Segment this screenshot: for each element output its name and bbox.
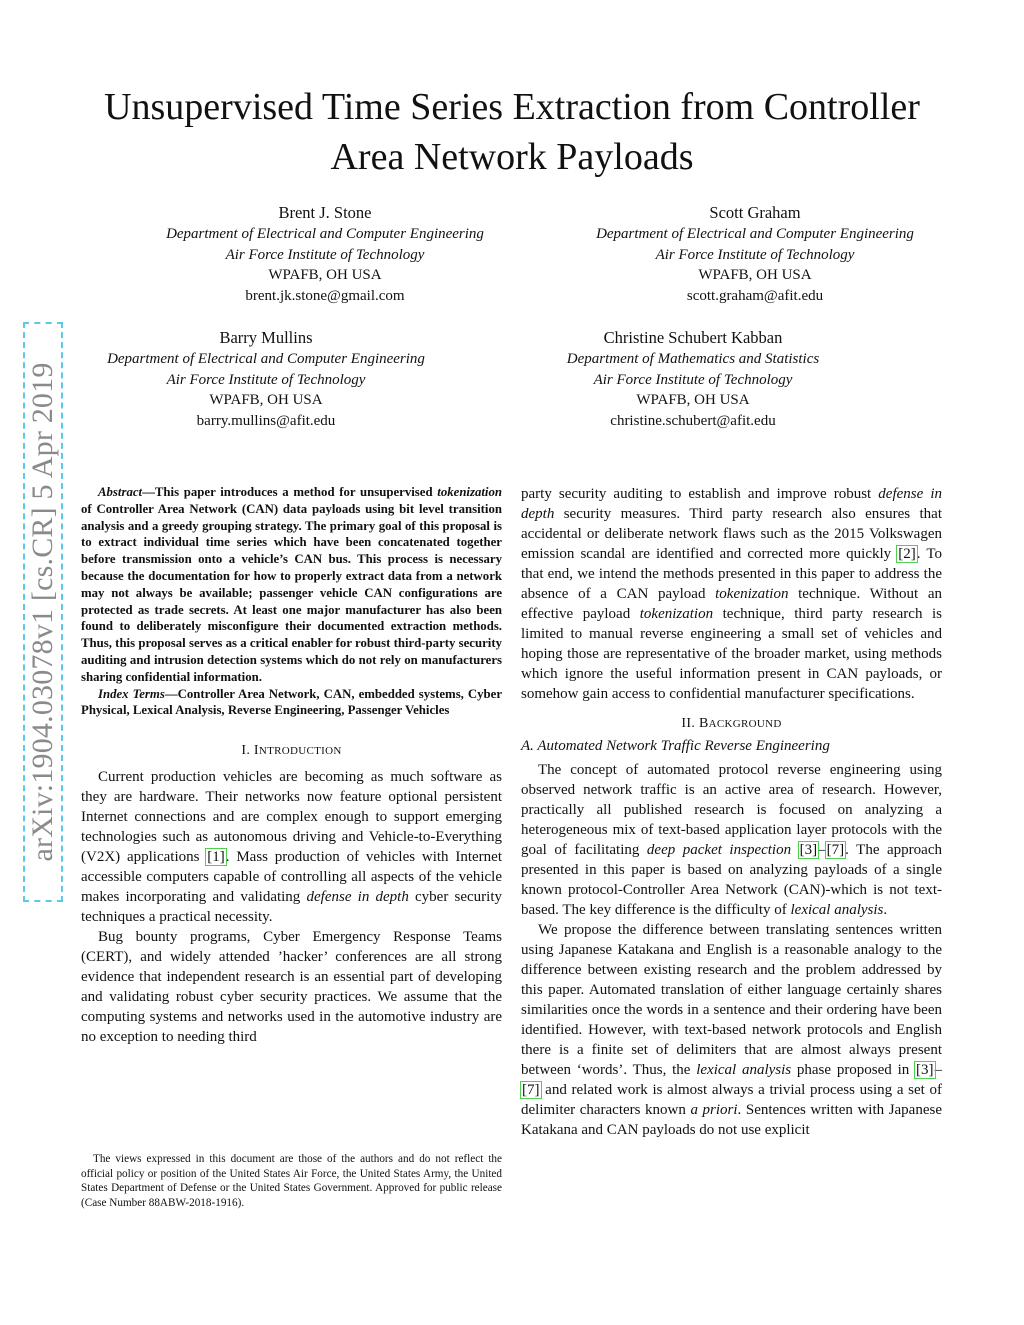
author-loc: WPAFB, OH USA	[698, 267, 812, 283]
author-email[interactable]: barry.mullins@afit.edu	[196, 412, 336, 429]
italic-run: tokenization	[715, 586, 789, 602]
section-number: I.	[241, 743, 254, 759]
abstract: Abstract—This paper introduces a method for unsupervised tokenization of Controller Area Network (CAN) data payloads using bit level transition analysis and a greedy grouping strategy. The primary goal of this proposal is to extract individual time series which have been concatenated together before transmission onto a vehicle’s CAN bus. This process is necessary because the documentation for how to properly extract data from a network may not always be available; passenger vehicle CAN configurations are protected as trade secrets. At least one major manufacturer has also been found to deliberately misconfigure their documented extraction methods. Thus, this proposal serves as a critical enabler for robust third-party security auditing and intrusion detection systems which do not rely on manufacturers sharing confidential information.	[81, 485, 502, 684]
italic-run: a priori	[690, 1102, 738, 1118]
section-initial: B	[698, 716, 709, 731]
author-inst: Air Force Institute of Technology	[655, 246, 855, 263]
section-heading-introduction	[81, 743, 502, 759]
citation-link[interactable]: [7]	[522, 1082, 540, 1098]
author-dept: Department of Electrical and Computer Engineering	[107, 351, 425, 367]
section-smallcaps: NTRODUCTION	[258, 745, 342, 758]
italic-run: lexical analysis	[790, 902, 884, 918]
italic-run: tokenization	[639, 606, 714, 622]
text-run: Current production vehicles are becoming as much software as they are hardware. Their networks now feature optional persistent Internet connections and are complex enough to support emerging technologies such as autonomous driving and Vehicle-to-Everything (V2X) applications	[81, 769, 502, 866]
text-run: .	[883, 902, 888, 918]
text-run: cyber security techniques a practical necessity.	[81, 889, 502, 926]
italic-run: defense in depth	[521, 486, 942, 522]
text-run: . Sentences written with Japanese Katakana and CAN payloads do not use explicit	[521, 1102, 942, 1138]
citation-link[interactable]: [7]	[826, 842, 845, 858]
arxiv-stamp[interactable]	[23, 322, 63, 902]
author-name: Brent J. Stone	[278, 203, 372, 222]
author-loc: WPAFB, OH USA	[209, 392, 323, 408]
footnote: The views expressed in this document are those of the authors and do not reflect the official policy or position of the United States Air Force, the United States Army, the United States Department of Defense or the United States Government. Approved for public release (Case Number 88ABW-2018-1916).	[81, 1153, 502, 1209]
abstract-italic: tokenization	[437, 485, 502, 499]
author-loc: WPAFB, OH USA	[636, 392, 750, 408]
index-terms-text: Controller Area Network, CAN, embedded systems, Cyber Physical, Lexical Analysis, Reverse Engineering, Passenger Vehicles	[81, 686, 503, 718]
author-block-1	[135, 202, 515, 306]
author-block-4	[503, 327, 883, 431]
paper-title: Unsupervised Time Series Extraction from Controller Area Network Payloads	[104, 86, 920, 178]
author-block-2	[565, 202, 945, 306]
text-run: –	[818, 842, 826, 858]
italic-run: lexical analysis	[696, 1062, 792, 1078]
citation-link[interactable]: [1]	[207, 849, 225, 866]
section-smallcaps: ACKGROUND	[708, 718, 782, 730]
author-name: Christine Schubert Kabban	[603, 328, 783, 347]
text-run: technique, third party research is limited to manual reverse engineering a small set of vehicles and hoping those are representative of the broader market, using methods which ignore the useful information present in CAN payloads, or somehow gain access to confidential manufacturer specifications.	[521, 606, 942, 702]
text-run: The concept of automated protocol reverse engineering using observed network traffic is an active area of research. However, practically all published research is focused on analyzing a heterogeneous mix of text-based application layer protocols with the goal of facilitating	[521, 762, 942, 858]
intro-paragraph-1	[81, 767, 502, 927]
continued-paragraph	[521, 484, 942, 704]
author-block-3	[76, 327, 456, 431]
subsection-heading: A. Automated Network Traffic Reverse Engineering	[521, 738, 830, 754]
text-run: phase proposed in	[791, 1062, 915, 1078]
intro-paragraph-2: Bug bounty programs, Cyber Emergency Response Teams (CERT), and widely attended ’hacker’ conferences are all strong evidence that independent research is an essential part of developing and validating robust cyber security practices. We assume that the computing systems and networks used in the automotive industry are no exception to needing third	[81, 929, 502, 1046]
italic-run: deep packet inspection	[646, 842, 792, 858]
index-terms: Index Terms—Controller Area Network, CAN, embedded systems, Cyber Physical, Lexical Analysis, Reverse Engineering, Passenger Vehicles	[81, 686, 503, 718]
author-email[interactable]: scott.graham@afit.edu	[686, 287, 824, 304]
text-run: . To that end, we intend the methods presented in this paper to address the absence of a CAN payload	[521, 546, 942, 602]
text-run: and related work is almost always a trivial process using a set of delimiter characters known	[521, 1082, 942, 1118]
left-column	[81, 484, 502, 1047]
author-dept: Department of Electrical and Computer Engineering	[596, 226, 914, 242]
abstract-label: Abstract	[98, 485, 143, 499]
section-number: II.	[681, 716, 699, 731]
text-run: . Mass production of vehicles with Internet accessible computers capable of controlling all aspects of the vehicle makes incorporating and validating	[81, 849, 502, 906]
author-inst: Air Force Institute of Technology	[593, 371, 793, 388]
background-paragraph-2	[521, 920, 942, 1140]
author-email[interactable]: brent.jk.stone@gmail.com	[245, 287, 405, 304]
arxiv-stamp-text: arXiv:1904.03078v1 [cs.CR] 5 Apr 2019	[26, 362, 59, 862]
text-run: security measures. Third party research also ensures that accidental or deliberate network flaws such as the 2015 Volkswagen emission scandal are identified and corrected more quickly	[521, 506, 942, 562]
section-initial: I	[253, 743, 259, 759]
citation-link[interactable]: [2]	[898, 546, 916, 562]
author-inst: Air Force Institute of Technology	[225, 246, 425, 263]
author-name: Scott Graham	[709, 203, 801, 222]
citation-link[interactable]: [3]	[916, 1062, 934, 1078]
author-loc: WPAFB, OH USA	[268, 267, 382, 283]
right-column	[521, 484, 942, 1140]
abstract-text-start: This paper introduces a method for unsupervised	[154, 485, 438, 499]
author-name: Barry Mullins	[219, 328, 313, 347]
author-inst: Air Force Institute of Technology	[166, 371, 366, 388]
text-run: party security auditing to establish and improve robust	[521, 486, 879, 502]
text-run: . The approach presented in this paper is based on analyzing payloads of a single known protocol-Controller Area Network (CAN)-which is not text-based. The key difference is the difficulty of	[521, 842, 942, 918]
section-heading-background	[521, 714, 942, 734]
italic-run: defense in depth	[306, 889, 409, 906]
author-dept: Department of Mathematics and Statistics	[566, 351, 820, 367]
background-paragraph-1	[521, 760, 942, 920]
abstract-text-rest: of Controller Area Network (CAN) data payloads using bit level transition analysis and a greedy grouping strategy. The primary goal of this proposal is to extract individual time series which have been concatenated together before transmission onto a vehicle’s CAN bus. This process is necessary because the documentation for how to properly extract data from a network may not always be available; passenger vehicle CAN configurations are protected as trade secrets. At least one major manufacturer has also been found to deliberately misconfigure their documented extraction methods. Thus, this proposal serves as a critical enabler for robust third-party security auditing and intrusion detection systems which do not rely on manufacturers sharing confidential information.	[81, 501, 502, 684]
author-dept: Department of Electrical and Computer Engineering	[166, 226, 484, 242]
text-run: technique. Without an effective payload	[521, 586, 942, 622]
citation-link[interactable]: [3]	[799, 842, 818, 858]
author-email[interactable]: christine.schubert@afit.edu	[610, 412, 776, 429]
text-run: We propose the difference between translating sentences written using Japanese Katakana and English is a reasonable analogy to the difference between existing research and the problem addressed by this paper. Automated translation of either language certainly shares similarities once the words in a sentence and their ordering have been identified. However, with text-based network protocols and English there is a finite set of delimiters that are almost always present between ‘words’. Thus, the	[521, 922, 942, 1078]
index-terms-label: Index Terms	[98, 686, 165, 701]
text-run: –	[934, 1062, 942, 1078]
